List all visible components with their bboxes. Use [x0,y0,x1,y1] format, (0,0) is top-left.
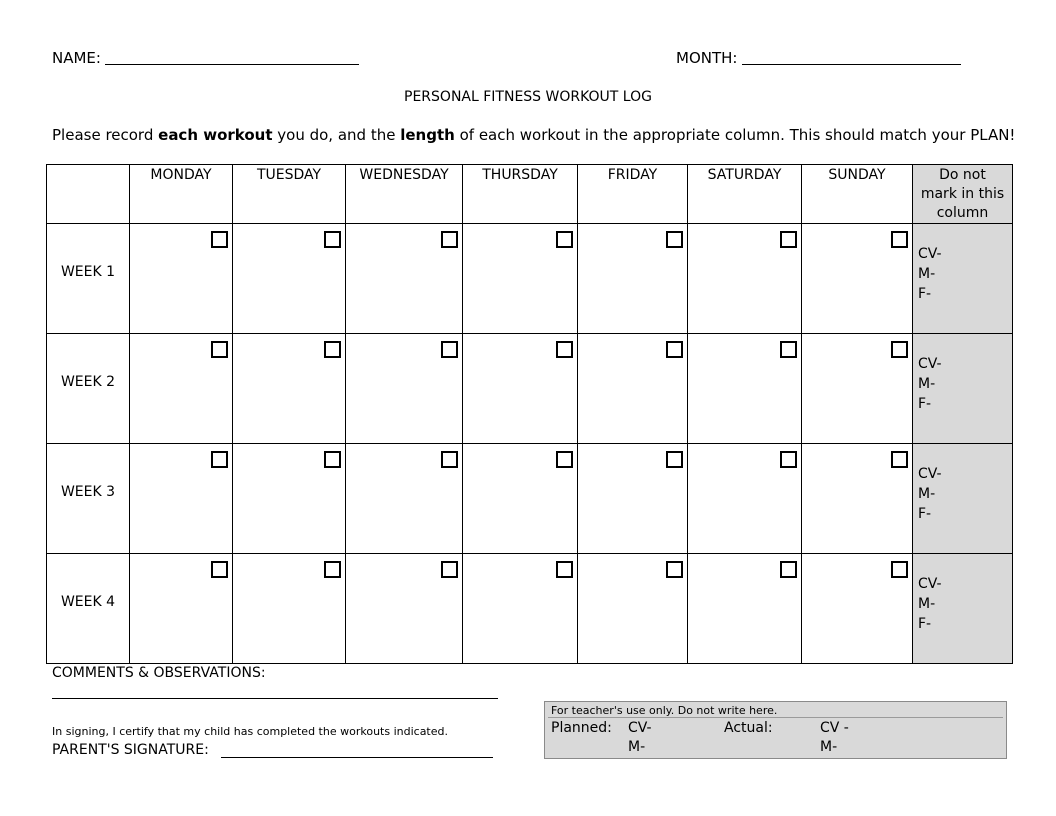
score-label: CV- [918,246,942,262]
week-label-cell [47,334,130,444]
day-header-monday: MONDAY [130,165,233,224]
instructions-part2: you do, and the [272,126,401,144]
workout-cell-wednesday[interactable] [346,224,463,334]
score-lines [918,574,942,634]
workout-checkbox[interactable] [324,341,341,358]
instructions-part1: Please record [52,126,159,144]
workout-checkbox[interactable] [556,561,573,578]
workout-checkbox[interactable] [891,341,908,358]
workout-cell-monday[interactable] [130,334,233,444]
workout-cell-monday[interactable] [130,444,233,554]
workout-cell-wednesday[interactable] [346,334,463,444]
score-label: CV- [918,576,942,592]
workout-checkbox[interactable] [441,341,458,358]
workout-cell-tuesday[interactable] [233,444,346,554]
workout-cell-friday[interactable] [578,444,688,554]
workout-log-table [46,164,1013,664]
workout-checkbox[interactable] [666,451,683,468]
workout-checkbox[interactable] [211,451,228,468]
score-lines [918,464,942,524]
do-not-mark-header [913,165,1013,224]
workout-cell-sunday[interactable] [802,444,913,554]
week-label: WEEK 1 [60,264,116,280]
workout-cell-saturday[interactable] [688,554,802,664]
comments-label: COMMENTS & OBSERVATIONS: [52,665,266,681]
workout-cell-friday[interactable] [578,554,688,664]
day-header-wednesday: WEDNESDAY [346,165,463,224]
week-label-cell [47,444,130,554]
do-not-mark-line3: column [936,205,989,221]
header-row [47,165,1013,224]
instructions-bold-each-workout: each workout [158,126,273,144]
score-label: F- [918,396,932,412]
day-header-tuesday: TUESDAY [233,165,346,224]
planned-cv: CV- [628,720,652,736]
page-title: PERSONAL FITNESS WORKOUT LOG [404,89,652,105]
month-label: MONTH: [676,49,738,67]
score-cell [913,224,1013,334]
week-row-4 [47,554,1013,664]
workout-checkbox[interactable] [556,231,573,248]
workout-cell-monday[interactable] [130,224,233,334]
day-header-thursday: THURSDAY [463,165,578,224]
workout-checkbox[interactable] [666,341,683,358]
week-row-1 [47,224,1013,334]
do-not-mark-line2: mark in this [920,186,1005,202]
workout-checkbox[interactable] [666,561,683,578]
workout-cell-sunday[interactable] [802,334,913,444]
certify-text: In signing, I certify that my child has completed the workouts indicated. [52,725,448,738]
workout-cell-tuesday[interactable] [233,554,346,664]
week-row-3 [47,444,1013,554]
score-label: M- [918,486,936,502]
actual-cv: CV - [820,720,849,736]
score-label: M- [918,266,936,282]
workout-checkbox[interactable] [891,561,908,578]
score-cell [913,554,1013,664]
do-not-mark-line1: Do not [939,167,986,183]
name-label: NAME: [52,49,101,67]
score-label: M- [918,596,936,612]
signature-field[interactable] [221,757,493,758]
workout-cell-thursday[interactable] [463,334,578,444]
workout-checkbox[interactable] [211,231,228,248]
week-label-cell [47,554,130,664]
planned-m: M- [628,739,646,755]
workout-cell-wednesday[interactable] [346,444,463,554]
workout-cell-thursday[interactable] [463,444,578,554]
instructions [52,126,1015,144]
score-label: F- [918,616,932,632]
score-lines [918,354,942,414]
name-field[interactable] [105,64,359,65]
workout-checkbox[interactable] [556,341,573,358]
planned-label: Planned: [551,720,612,736]
workout-checkbox[interactable] [891,231,908,248]
workout-checkbox[interactable] [891,451,908,468]
score-label: F- [918,506,932,522]
workout-checkbox[interactable] [441,231,458,248]
score-label: F- [918,286,932,302]
teacher-box-heading: For teacher's use only. Do not write here. [551,704,778,717]
workout-cell-saturday[interactable] [688,334,802,444]
workout-cell-sunday[interactable] [802,224,913,334]
comments-field[interactable] [52,698,498,699]
week-label: WEEK 4 [60,594,116,610]
workout-cell-tuesday[interactable] [233,334,346,444]
score-cell [913,444,1013,554]
day-header-friday: FRIDAY [578,165,688,224]
score-label: M- [918,376,936,392]
workout-cell-thursday[interactable] [463,554,578,664]
score-cell [913,334,1013,444]
actual-m: M- [820,739,838,755]
week-label: WEEK 2 [60,374,116,390]
workout-cell-monday[interactable] [130,554,233,664]
workout-checkbox[interactable] [441,561,458,578]
workout-cell-saturday[interactable] [688,224,802,334]
workout-checkbox[interactable] [780,341,797,358]
workout-cell-sunday[interactable] [802,554,913,664]
signature-label: PARENT'S SIGNATURE: [52,742,209,758]
corner-cell [47,165,130,224]
teacher-box-divider [548,717,1003,718]
week-row-2 [47,334,1013,444]
workout-cell-friday[interactable] [578,224,688,334]
workout-checkbox[interactable] [780,231,797,248]
workout-cell-wednesday[interactable] [346,554,463,664]
workout-cell-thursday[interactable] [463,224,578,334]
workout-cell-friday[interactable] [578,334,688,444]
week-label-cell [47,224,130,334]
workout-checkbox[interactable] [324,451,341,468]
workout-checkbox[interactable] [780,561,797,578]
score-lines [918,244,942,304]
instructions-part3: of each workout in the appropriate column. This should match your PLAN! [454,126,1016,144]
instructions-bold-length: length [400,126,455,144]
workout-checkbox[interactable] [441,451,458,468]
workout-checkbox[interactable] [666,231,683,248]
week-label: WEEK 3 [60,484,116,500]
workout-checkbox[interactable] [556,451,573,468]
month-field[interactable] [742,64,961,65]
actual-label: Actual: [724,720,773,736]
day-header-saturday: SATURDAY [688,165,802,224]
score-label: CV- [918,466,942,482]
teacher-use-box [544,701,1007,759]
workout-checkbox[interactable] [324,561,341,578]
workout-cell-saturday[interactable] [688,444,802,554]
workout-checkbox[interactable] [324,231,341,248]
workout-checkbox[interactable] [211,341,228,358]
workout-checkbox[interactable] [211,561,228,578]
workout-checkbox[interactable] [780,451,797,468]
score-label: CV- [918,356,942,372]
workout-cell-tuesday[interactable] [233,224,346,334]
day-header-sunday: SUNDAY [802,165,913,224]
